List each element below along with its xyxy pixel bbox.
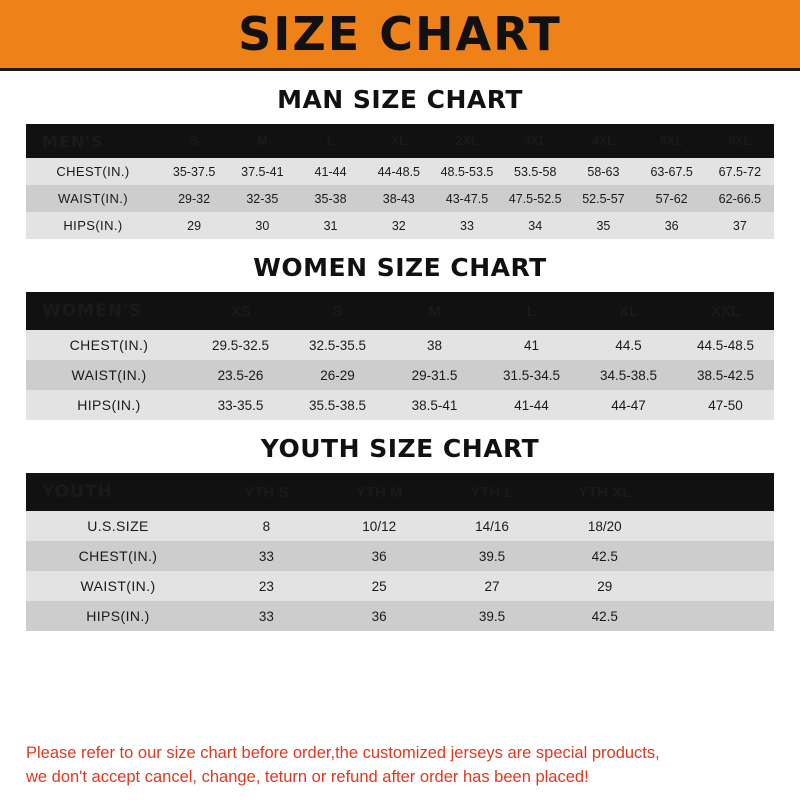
women-waist-xl: 34.5-38.5 [599, 367, 658, 383]
men-col-5xl: 5XL [660, 134, 684, 148]
men-header-row [26, 124, 774, 158]
men-row-chest-label: CHEST(IN.) [56, 164, 130, 179]
women-col-xl: XL [618, 302, 639, 320]
women-hips-l: 41-44 [514, 397, 549, 413]
women-waist-l: 31.5-34.5 [502, 367, 561, 383]
women-col-s: S [332, 302, 343, 320]
youth-chest-s: 33 [258, 548, 274, 564]
youth-col-empty [661, 473, 774, 511]
men-waist-m: 32-35 [246, 191, 279, 206]
youth-hips-s: 33 [258, 608, 274, 624]
men-section-title: MAN SIZE CHART [277, 85, 523, 114]
order-notice [0, 726, 800, 800]
youth-waist-empty [661, 571, 774, 601]
men-waist-2xl: 43-47.5 [445, 191, 489, 206]
youth-ussize-m: 10/12 [362, 518, 397, 534]
header-banner [0, 0, 800, 71]
women-chest-xxl: 44.5-48.5 [696, 337, 755, 353]
men-hips-xl: 32 [391, 218, 406, 233]
men-waist-l: 35-38 [314, 191, 347, 206]
table-row [26, 390, 774, 420]
men-chest-5xl: 63-67.5 [650, 164, 693, 179]
women-hips-xxl: 47-50 [708, 397, 743, 413]
youth-table-body [26, 511, 774, 631]
men-waist-s: 29-32 [178, 191, 211, 206]
youth-size-table [26, 473, 774, 631]
youth-waist-l: 27 [484, 578, 500, 594]
youth-ussize-empty [661, 511, 774, 541]
youth-waist-m: 25 [371, 578, 387, 594]
women-chest-xl: 44.5 [615, 337, 642, 353]
youth-ussize-xl: 18/20 [587, 518, 622, 534]
women-waist-xs: 23.5-26 [217, 367, 264, 383]
men-hips-m: 30 [255, 218, 270, 233]
women-waist-m: 29-31.5 [411, 367, 458, 383]
men-hips-4xl: 35 [596, 218, 611, 233]
table-row [26, 571, 774, 601]
men-corner-label: MEN'S [42, 131, 104, 151]
youth-chest-m: 36 [371, 548, 387, 564]
women-chest-xs: 29.5-32.5 [211, 337, 270, 353]
youth-header-row [26, 473, 774, 511]
men-table-head [26, 124, 774, 158]
notice-line-1: Please refer to our size chart before order,the customized jerseys are special products, [26, 744, 660, 763]
youth-col-l: YTH L [470, 483, 514, 501]
men-hips-s: 29 [187, 218, 202, 233]
men-chest-l: 41-44 [314, 164, 347, 179]
women-hips-m: 38.5-41 [411, 397, 458, 413]
men-row-waist-label: WAIST(IN.) [58, 191, 128, 206]
women-col-l: L [526, 302, 537, 320]
women-chest-l: 41 [523, 337, 540, 353]
women-size-table [26, 292, 774, 420]
women-col-m: M [428, 302, 441, 320]
table-row [26, 158, 774, 185]
youth-table-head [26, 473, 774, 511]
content-area [0, 71, 800, 726]
women-hips-s: 35.5-38.5 [308, 397, 367, 413]
men-col-m: M [257, 134, 268, 148]
youth-col-xl: YTH XL [578, 483, 632, 501]
youth-hips-empty [661, 601, 774, 631]
women-chest-s: 32.5-35.5 [308, 337, 367, 353]
table-row [26, 360, 774, 390]
women-section-title: WOMEN SIZE CHART [253, 253, 547, 282]
youth-section-title: YOUTH SIZE CHART [260, 434, 540, 463]
men-size-table [26, 124, 774, 239]
youth-waist-s: 23 [258, 578, 274, 594]
notice-line-2: we don't accept cancel, change, teturn or refund after order has been placed! [26, 768, 589, 787]
women-header-row [26, 292, 774, 330]
youth-waist-xl: 29 [597, 578, 613, 594]
men-chest-s: 35-37.5 [172, 164, 216, 179]
youth-chest-xl: 42.5 [591, 548, 618, 564]
youth-hips-xl: 42.5 [591, 608, 618, 624]
table-row [26, 212, 774, 239]
men-chest-2xl: 48.5-53.5 [440, 164, 494, 179]
men-chest-4xl: 58-63 [587, 164, 620, 179]
women-waist-xxl: 38.5-42.5 [696, 367, 755, 383]
table-row [26, 541, 774, 571]
women-col-xxl: XXL [710, 302, 741, 320]
women-hips-xs: 33-35.5 [217, 397, 264, 413]
table-row [26, 330, 774, 360]
men-hips-2xl: 33 [460, 218, 474, 233]
women-table-head [26, 292, 774, 330]
men-col-6xl: 6XL [728, 134, 752, 148]
men-col-xl: XL [390, 134, 407, 148]
men-waist-3xl: 47.5-52.5 [508, 191, 562, 206]
men-chest-m: 37.5-41 [241, 164, 284, 179]
youth-hips-m: 36 [371, 608, 387, 624]
men-chest-3xl: 53.5-58 [514, 164, 557, 179]
men-hips-l: 31 [323, 218, 338, 233]
table-row [26, 601, 774, 631]
youth-chest-l: 39.5 [478, 548, 506, 564]
men-col-s: S [189, 134, 199, 148]
men-hips-3xl: 34 [528, 218, 543, 233]
men-col-2xl: 2XL [455, 134, 479, 148]
women-col-xs: XS [230, 302, 251, 320]
youth-hips-l: 39.5 [478, 608, 506, 624]
women-waist-s: 26-29 [320, 367, 355, 383]
youth-chest-empty [661, 541, 774, 571]
table-row [26, 185, 774, 212]
women-corner-label: WOMEN'S [42, 301, 143, 321]
women-hips-xl: 44-47 [611, 397, 646, 413]
men-waist-6xl: 62-66.5 [718, 191, 762, 206]
table-row [26, 511, 774, 541]
men-col-4xl: 4XL [591, 134, 615, 148]
men-hips-5xl: 36 [664, 218, 679, 233]
youth-row-ussize-label: U.S.SIZE [87, 518, 149, 534]
youth-row-chest-label: CHEST(IN.) [78, 548, 158, 564]
men-waist-4xl: 52.5-57 [582, 191, 625, 206]
women-row-chest-label: CHEST(IN.) [69, 337, 149, 353]
women-chest-m: 38 [426, 337, 443, 353]
men-col-l: L [326, 134, 335, 148]
men-chest-6xl: 67.5-72 [718, 164, 762, 179]
youth-corner-label: YOUTH [42, 482, 113, 502]
men-row-hips-label: HIPS(IN.) [63, 218, 123, 233]
page-title: SIZE CHART [238, 7, 562, 61]
women-table-body [26, 330, 774, 420]
youth-col-s: YTH S [244, 483, 289, 501]
men-col-3xl: 3XL [523, 134, 547, 148]
women-row-hips-label: HIPS(IN.) [77, 397, 141, 413]
men-chest-xl: 44-48.5 [377, 164, 420, 179]
youth-col-m: YTH M [355, 483, 403, 501]
men-waist-5xl: 57-62 [655, 191, 688, 206]
youth-ussize-l: 14/16 [475, 518, 509, 534]
men-hips-6xl: 37 [732, 218, 747, 233]
youth-row-hips-label: HIPS(IN.) [86, 608, 150, 624]
men-table-body [26, 158, 774, 239]
youth-row-waist-label: WAIST(IN.) [80, 578, 156, 594]
men-waist-xl: 38-43 [382, 191, 415, 206]
youth-ussize-s: 8 [262, 518, 271, 534]
women-row-waist-label: WAIST(IN.) [71, 367, 147, 383]
